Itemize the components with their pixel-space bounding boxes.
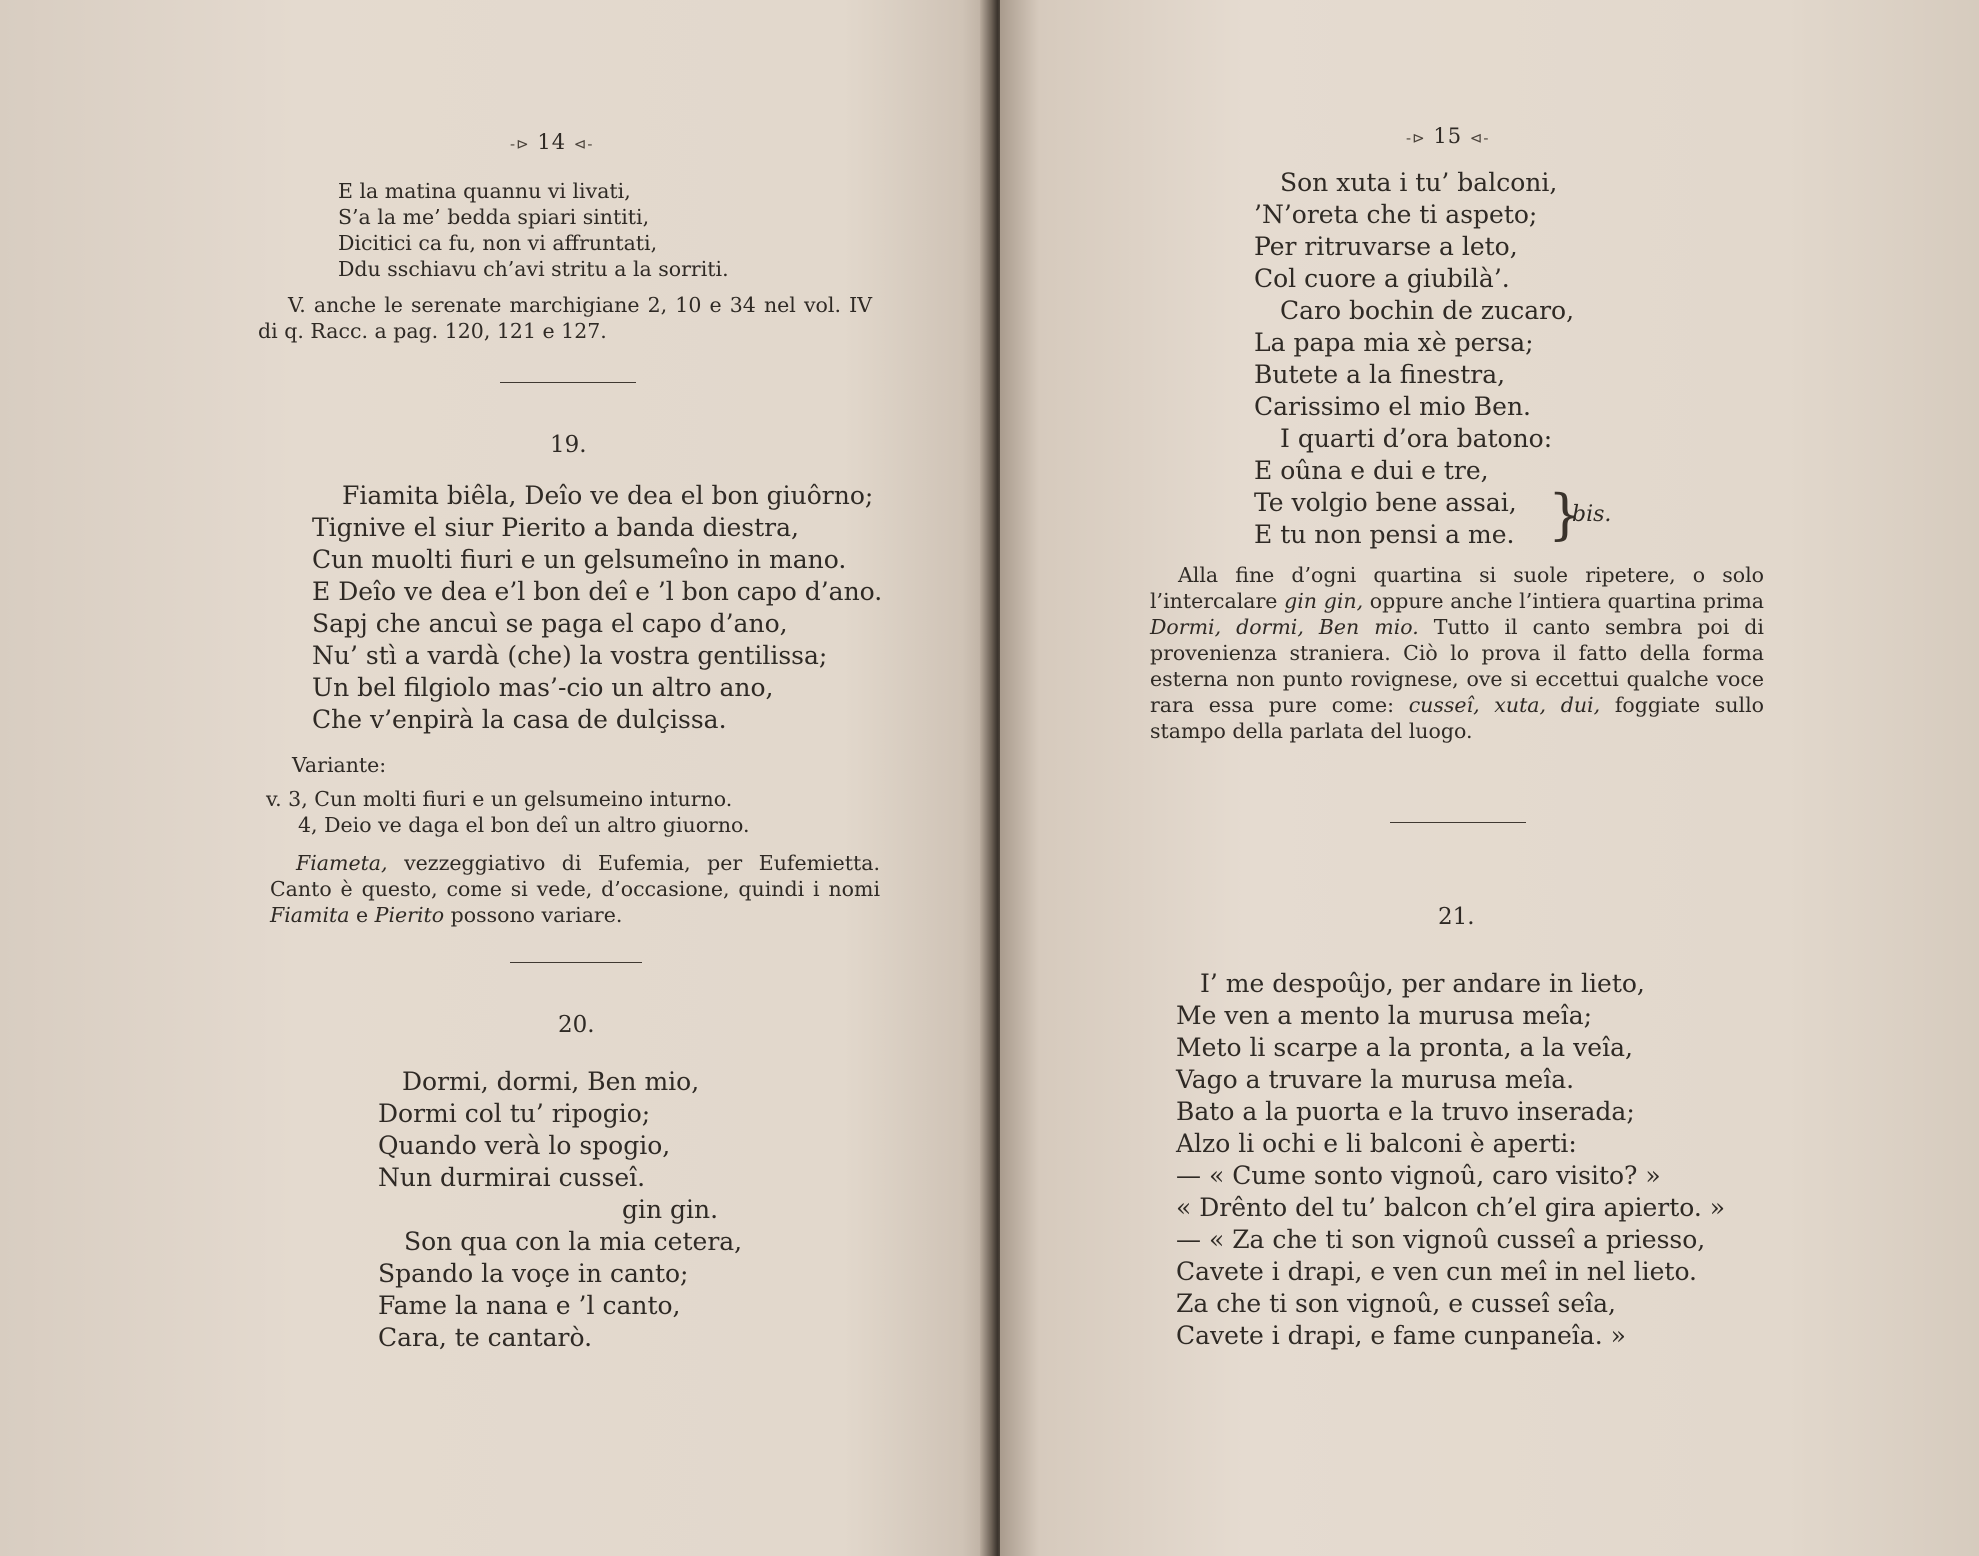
poem-20 <box>378 1066 742 1354</box>
section-number-21: 21. <box>1438 904 1475 930</box>
verse-line: Tignive el siur Pierito a banda diestra, <box>312 513 799 542</box>
verse-line: Cavete i drapi, e ven cun meî in nel lieto. <box>1176 1257 1698 1286</box>
verse-line: — « Cume sonto vignoû, caro visito? » <box>1176 1161 1661 1190</box>
verse-line: Son xuta i tu’ balconi, <box>1280 168 1558 197</box>
note-top <box>258 292 872 344</box>
poem-20-continued <box>1254 167 1574 551</box>
page-number: 14 <box>537 130 567 154</box>
verse-line: Cara, te cantarò. <box>378 1323 593 1352</box>
note-span: oppure anche l’intiera quartina prima <box>1369 589 1764 613</box>
verse-line: Sapj che ancuì se paga el capo d’ano, <box>312 609 788 638</box>
verse-line: Col cuore a giubilà’. <box>1254 264 1510 293</box>
section-divider <box>500 382 636 383</box>
note-italic: Pierito <box>374 903 445 927</box>
verse-line: Per ritruvarse a leto, <box>1254 232 1518 261</box>
folio-left <box>510 130 593 154</box>
verse-line: Meto li scarpe a la pronta, a la veîa, <box>1176 1033 1633 1062</box>
note-span: vezzeggiativo di Eufemia, per Eufemietta. Canto è questo, come si vede, d’occasione, quindi i nomi <box>270 851 880 901</box>
verse-line: Dicitici ca fu, non vi affruntati, <box>338 231 658 255</box>
verse-line: Dormi col tu’ ripogio; <box>378 1099 651 1128</box>
right-page <box>1000 0 1979 1556</box>
note-italic: gin gin, <box>1284 589 1364 613</box>
verse-line: I’ me despoûjo, per andare in lieto, <box>1200 969 1645 998</box>
variant-label-text: Variante: <box>292 753 387 777</box>
verse-line: Caro bochin de zucaro, <box>1280 296 1575 325</box>
verse-line: La papa mia xè persa; <box>1254 328 1534 357</box>
verse-line: E Deîo ve dea e’l bon deî e ’l bon capo d’ano. <box>312 577 883 606</box>
verse-line: Nu’ stì a vardà (che) la vostra gentilissa; <box>312 641 828 670</box>
poem-21 <box>1176 968 1725 1352</box>
verse-line: Ddu sschiavu ch’avi stritu a la sorriti. <box>338 257 729 281</box>
verse-line: « Drênto del tu’ balcon ch’el gira apierto. » <box>1176 1193 1726 1222</box>
verse-line: Za che ti son vignoû, e cusseî seîa, <box>1176 1289 1616 1318</box>
ornament-left: -⊳ <box>1406 129 1426 147</box>
verse-line: Carissimo el mio Ben. <box>1254 392 1531 421</box>
note-20 <box>1150 562 1764 744</box>
verse-line: Fame la nana e ’l canto, <box>378 1291 681 1320</box>
verse-line: Un bel filgiolo mas’-cio un altro ano, <box>312 673 774 702</box>
verse-line: Te volgio bene assai, <box>1254 488 1517 517</box>
section-divider <box>510 962 642 963</box>
verse-line: — « Za che ti son vignoû cusseî a priesso, <box>1176 1225 1706 1254</box>
note-19 <box>270 850 880 928</box>
verse-line: Bato a la puorta e la truvo inserada; <box>1176 1097 1635 1126</box>
bis-label: bis. <box>1572 502 1612 527</box>
verse-line: Nun durmirai cusseî. <box>378 1163 646 1192</box>
note-span: e <box>356 903 369 927</box>
brace-icon: } <box>1548 483 1583 546</box>
variant-line: v. 3, Cun molti fiuri e un gelsumeino inturno. <box>266 787 733 811</box>
note-italic: Dormi, dormi, Ben mio. <box>1150 615 1419 639</box>
verse-line: S’a la me’ bedda spiari sintiti, <box>338 205 650 229</box>
verse-line: ’N’oreta che ti aspeto; <box>1254 200 1538 229</box>
section-number-19: 19. <box>550 432 587 458</box>
section-divider <box>1390 822 1526 823</box>
verse-line: E la matina quannu vi livati, <box>338 179 631 203</box>
poem-19 <box>312 480 882 736</box>
poem-top <box>338 178 729 282</box>
verse-line: gin gin. <box>622 1195 719 1224</box>
section-number-20: 20. <box>558 1012 595 1038</box>
verse-line: E tu non pensi a me. <box>1254 520 1515 549</box>
variant-label <box>292 752 386 778</box>
verse-line: Me ven a mento la murusa meîa; <box>1176 1001 1593 1030</box>
verse-line: I quarti d’ora batono: <box>1280 424 1553 453</box>
ornament-left: -⊳ <box>510 135 530 153</box>
verse-line: Vago a truvare la murusa meîa. <box>1176 1065 1575 1094</box>
verse-line: E oûna e dui e tre, <box>1254 456 1489 485</box>
note-span: possono variare. <box>450 903 623 927</box>
verse-line: Butete a la finestra, <box>1254 360 1506 389</box>
verse-line: Cavete i drapi, e fame cunpaneîa. » <box>1176 1321 1626 1350</box>
note-italic: Fiamita <box>270 903 350 927</box>
note-text <box>1150 562 1764 744</box>
verse-line: Fiamita biêla, Deîo ve dea el bon giuôrno; <box>342 481 874 510</box>
ornament-right: ⊲- <box>1469 129 1490 147</box>
note-span: foggiate sullo stampo della parlata del luogo. <box>1150 693 1764 743</box>
note-italic: cusseî, xuta, dui, <box>1408 693 1601 717</box>
verse-line: Dormi, dormi, Ben mio, <box>402 1067 700 1096</box>
note-span: Tutto il canto sembra poi di provenienza straniera. Ciò lo prova il fatto della forma esterna non punto rovignese, ove si eccettui qualche voce rara essa pure come: <box>1150 615 1764 717</box>
note-text: V. anche le serenate marchigiane 2, 10 e 34 nel vol. IV di q. Racc. a pag. 120, 121 e 127. <box>258 293 872 343</box>
variants <box>266 786 750 838</box>
verse-line: Cun muolti fiuri e un gelsumeîno in mano. <box>312 545 847 574</box>
verse-line: Quando verà lo spogio, <box>378 1131 671 1160</box>
note-text <box>270 850 880 928</box>
variant-line: 4, Deio ve daga el bon deî un altro giuorno. <box>298 813 750 837</box>
verse-line: Spando la voçe in canto; <box>378 1259 689 1288</box>
folio-right <box>1406 124 1489 148</box>
page-number: 15 <box>1433 124 1463 148</box>
verse-line: Che v’enpirà la casa de dulçissa. <box>312 705 727 734</box>
verse-line: Son qua con la mia cetera, <box>404 1227 743 1256</box>
note-italic: Fiameta, <box>296 851 388 875</box>
ornament-right: ⊲- <box>573 135 594 153</box>
verse-line: Alzo li ochi e li balconi è aperti: <box>1176 1129 1577 1158</box>
note-span: Alla fine d’ogni quartina si suole ripetere, o solo l’intercalare <box>1150 563 1764 613</box>
